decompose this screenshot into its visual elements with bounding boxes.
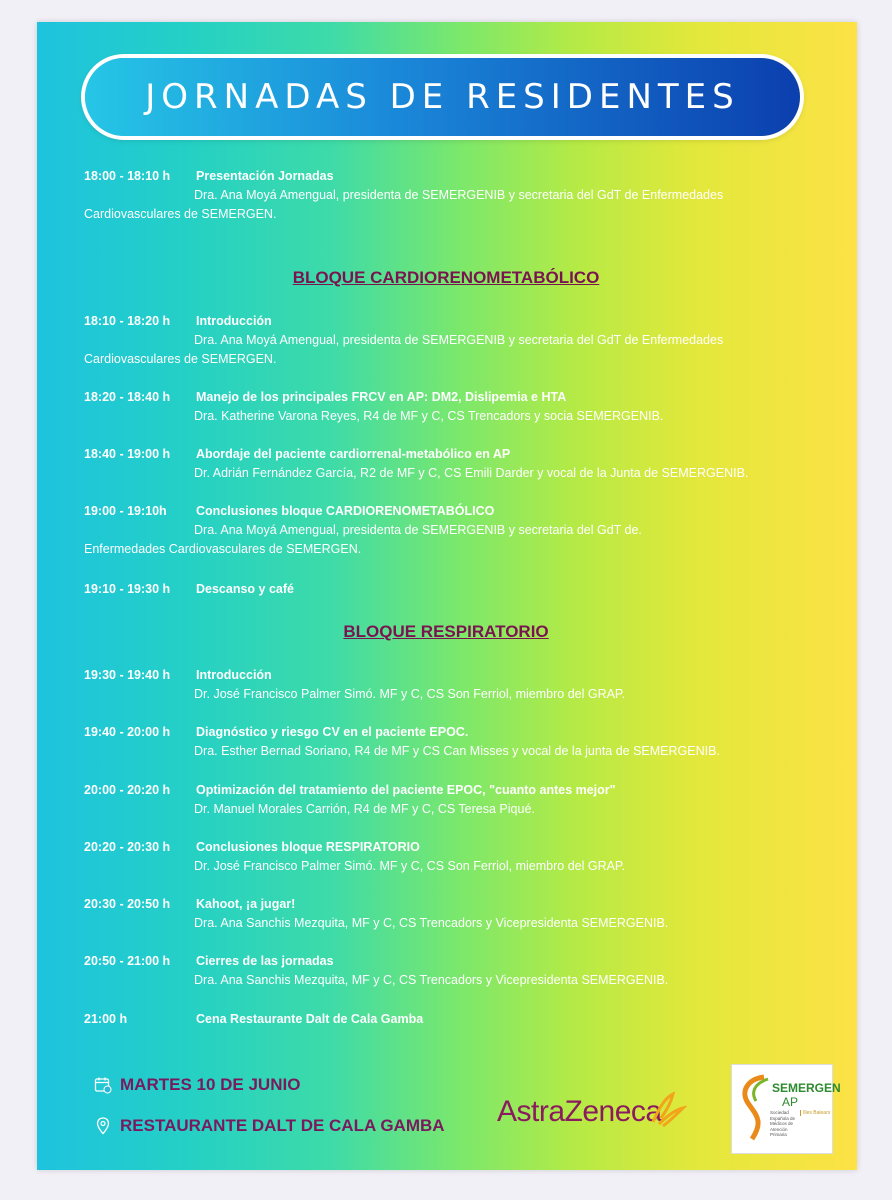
item-speaker: Dr. José Francisco Palmer Simó. MF y C, CS Son Ferriol, miembro del GRAP. — [194, 687, 626, 701]
item-time: 18:20 - 18:40 h — [84, 390, 171, 404]
schedule-item-intro — [84, 167, 814, 224]
item-time: 18:10 - 18:20 h — [84, 314, 171, 328]
item-speaker: Dra. Ana Sanchis Mezquita, MF y C, CS Trencadors y Vicepresidenta SEMERGENIB. — [194, 973, 669, 987]
logo-subtitle: Sociedad Española de Médicos de Atención Primaria — [770, 1110, 796, 1137]
event-place-text: RESTAURANTE DALT DE CALA GAMBA — [120, 1116, 445, 1135]
calendar-icon — [92, 1074, 114, 1096]
item-time: 20:20 - 20:30 h — [84, 840, 171, 854]
item-title: Cena Restaurante Dalt de Cala Gamba — [196, 1012, 424, 1026]
item-speaker: Dr. Adrián Fernández García, R2 de MF y C, CS Emili Darder y vocal de la Junta de SEMERGENIB. — [194, 466, 749, 480]
schedule-item — [84, 781, 814, 819]
item-title: Conclusiones bloque RESPIRATORIO — [196, 840, 420, 854]
location-pin-icon — [92, 1115, 114, 1137]
item-title: Introducción — [196, 314, 272, 328]
astrazeneca-logo: AstraZeneca — [497, 1095, 662, 1128]
schedule-item — [84, 388, 814, 426]
item-title: Manejo de los principales FRCV en AP: DM2, Dislipemia e HTA — [196, 390, 567, 404]
item-speaker: Dra. Ana Moyá Amengual, presidenta de SEMERGENIB y secretaria del GdT de Enfermedades — [194, 188, 724, 202]
logo-region: Illes Balears — [800, 1110, 831, 1116]
schedule-item — [84, 895, 814, 933]
block-title-respiratorio: BLOQUE RESPIRATORIO — [343, 622, 549, 641]
item-speaker-cont: Cardiovasculares de SEMERGEN. — [84, 207, 277, 221]
page-title: JORNADAS DE RESIDENTES — [145, 77, 740, 117]
item-time: 19:30 - 19:40 h — [84, 668, 171, 682]
block-title-cardio: BLOQUE CARDIORENOMETABÓLICO — [292, 268, 600, 287]
item-title: Abordaje del paciente cardiorrenal-metabólico en AP — [196, 447, 511, 461]
item-speaker: Dra. Ana Sanchis Mezquita, MF y C, CS Trencadors y Vicepresidenta SEMERGENIB. — [194, 916, 669, 930]
item-speaker: Dra. Esther Bernad Soriano, R4 de MF y CS Can Misses y vocal de la junta de SEMERGENIB. — [194, 744, 720, 758]
astrazeneca-symbol-icon — [645, 1088, 687, 1130]
item-speaker: Dr. José Francisco Palmer Simó. MF y C, CS Son Ferriol, miembro del GRAP. — [194, 859, 626, 873]
logo-brand: SEMERGEN — [772, 1081, 841, 1095]
item-speaker-cont: Enfermedades Cardiovasculares de SEMERGEN. — [84, 542, 362, 556]
item-title: Cierres de las jornadas — [196, 954, 334, 968]
schedule-item-dinner — [84, 1010, 814, 1029]
logo-ap: AP — [782, 1095, 799, 1109]
item-time: 19:10 - 19:30 h — [84, 582, 171, 596]
schedule-item-break — [84, 580, 814, 599]
schedule-item — [84, 723, 814, 761]
item-speaker: Dr. Manuel Morales Carrión, R4 de MF y C, CS Teresa Piqué. — [194, 802, 535, 816]
item-title: Optimización del tratamiento del paciente EPOC, "cuanto antes mejor" — [196, 783, 616, 797]
schedule-item — [84, 502, 814, 559]
schedule-item — [84, 838, 814, 876]
item-time: 19:00 - 19:10h — [84, 504, 167, 518]
item-speaker-cont: Cardiovasculares de SEMERGEN. — [84, 352, 277, 366]
item-speaker: Dra. Ana Moyá Amengual, presidenta de SEMERGENIB y secretaria del GdT de Enfermedades — [194, 333, 724, 347]
item-time: 21:00 h — [84, 1012, 128, 1026]
item-speaker: Dra. Ana Moyá Amengual, presidenta de SEMERGENIB y secretaria del GdT de. — [194, 523, 642, 537]
schedule-item — [84, 952, 814, 990]
item-title: Diagnóstico y riesgo CV en el paciente EPOC. — [196, 725, 469, 739]
event-place — [92, 1115, 445, 1137]
event-date — [92, 1074, 300, 1096]
item-title: Kahoot, ¡a jugar! — [196, 897, 296, 911]
semergen-logo — [731, 1064, 841, 1154]
item-time: 18:00 - 18:10 h — [84, 169, 171, 183]
schedule-item — [84, 312, 814, 369]
item-speaker: Dra. Katherine Varona Reyes, R4 de MF y C, CS Trencadors y socia SEMERGENIB. — [194, 409, 664, 423]
item-title: Introducción — [196, 668, 272, 682]
item-time: 20:50 - 21:00 h — [84, 954, 171, 968]
item-title: Conclusiones bloque CARDIORENOMETABÓLICO — [196, 504, 495, 518]
item-title: Descanso y café — [196, 582, 294, 596]
schedule-item — [84, 666, 814, 704]
item-time: 18:40 - 19:00 h — [84, 447, 171, 461]
event-date-text: MARTES 10 DE JUNIO — [120, 1075, 301, 1094]
item-time: 19:40 - 20:00 h — [84, 725, 171, 739]
item-time: 20:30 - 20:50 h — [84, 897, 171, 911]
schedule-item — [84, 445, 814, 483]
item-title: Presentación Jornadas — [196, 169, 334, 183]
item-time: 20:00 - 20:20 h — [84, 783, 171, 797]
title-banner — [85, 58, 800, 136]
